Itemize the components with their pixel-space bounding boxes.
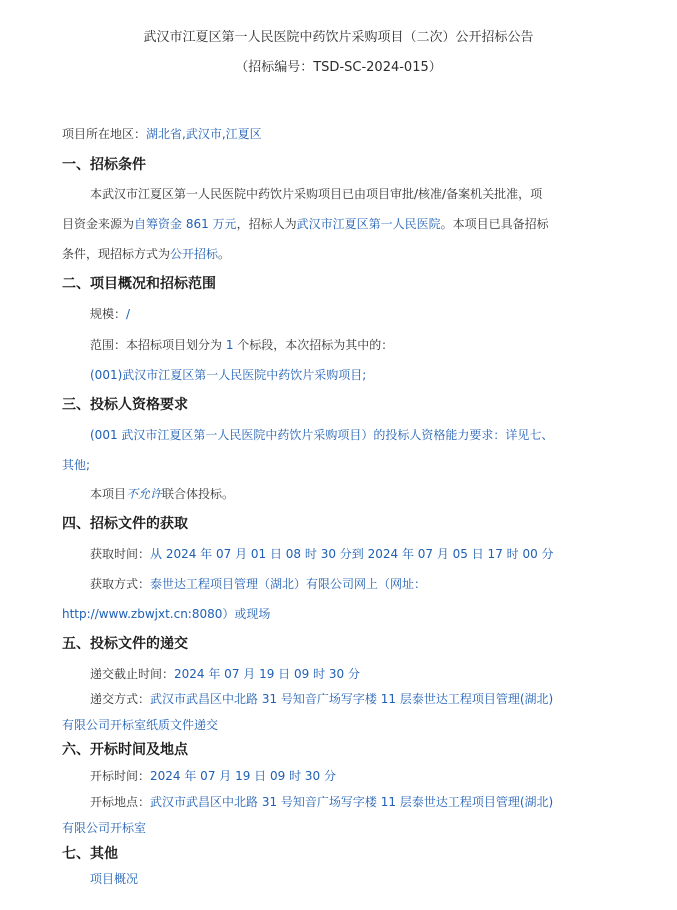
qualification-line-2: 其他; (62, 458, 91, 472)
range-rest: 个标段，本次招标为其中的： (237, 338, 394, 352)
qualification-line-1: (001 武汉市江夏区第一人民医院中药饮片采购项目）的投标人资格能力要求：详见七、 (90, 428, 554, 442)
submit-way-label: 递交方式： (90, 692, 151, 706)
range-label: 范围：本招标项目划分为 (90, 338, 223, 352)
open-time-label: 开标时间： (90, 769, 151, 783)
sec1-line-3 (62, 245, 230, 263)
sec1-line-3-tail: 。 (218, 247, 231, 261)
submit-way-line-1 (90, 690, 553, 708)
open-place-line-1 (90, 793, 553, 811)
scale-line (90, 305, 130, 323)
open-place-label: 开标地点： (90, 795, 151, 809)
open-time-value: 2024 年 07 月 19 日 09 时 30 分 (150, 769, 336, 783)
owner-value: 武汉市江夏区第一人民医院 (296, 217, 441, 231)
section-6-heading: 六、开标时间及地点 (62, 742, 188, 758)
obtain-time-label: 获取时间： (90, 547, 151, 561)
sec1-line-2-tail: 。本项目已具备招标 (440, 217, 549, 231)
region-label: 项目所在地区： (62, 127, 147, 141)
section-1-heading: 一、招标条件 (62, 157, 146, 173)
deadline-value: 2024 年 07 月 19 日 09 时 30 分 (174, 667, 360, 681)
tender-number: （招标编号：TSD-SC-2024-015） (235, 60, 442, 75)
lot-count: 1 (222, 338, 238, 352)
section-4-heading: 四、招标文件的获取 (62, 516, 188, 532)
document-title: 武汉市江夏区第一人民医院中药饮片采购项目（二次）公开招标公告 (143, 30, 534, 45)
open-place-value: 武汉市武昌区中北路 31 号知音广场写字楼 11 层泰世达工程项目管理(湖北) (150, 795, 554, 809)
deadline-line (90, 665, 360, 683)
joint-bid-line (90, 485, 234, 503)
method-value: 公开招标 (170, 247, 219, 261)
section-7-heading: 七、其他 (62, 846, 118, 862)
section-2-heading: 二、项目概况和招标范围 (62, 276, 216, 292)
joint-prefix: 本项目 (90, 487, 127, 501)
obtain-url[interactable]: http://www.zbwjxt.cn:8080）或现场 (62, 607, 271, 621)
obtain-time-value: 从 2024 年 07 月 01 日 08 时 30 分到 2024 年 07 月 05 日 17 时 00 分 (150, 547, 554, 561)
project-region (62, 125, 262, 143)
fund-label: 目资金来源为 (62, 217, 135, 231)
scale-label: 规模： (90, 307, 127, 321)
obtain-method-label: 获取方式： (90, 577, 151, 591)
section-5-heading: 五、投标文件的递交 (62, 636, 188, 652)
scale-value: / (126, 307, 131, 321)
obtain-method-line (90, 575, 426, 593)
submit-way-value: 武汉市武昌区中北路 31 号知音广场写字楼 11 层泰世达工程项目管理(湖北) (150, 692, 554, 706)
obtain-time-line (90, 545, 554, 563)
joint-suffix: 联合体投标。 (162, 487, 235, 501)
fund-value: 自筹资金 861 万元 (134, 217, 237, 231)
range-line (90, 336, 393, 354)
sec1-line-2 (62, 215, 549, 233)
obtain-method-value: 泰世达工程项目管理（湖北）有限公司网上（网址： (150, 577, 427, 591)
section-3-heading: 三、投标人资格要求 (62, 397, 188, 413)
lot-item: (001)武汉市江夏区第一人民医院中药饮片采购项目; (90, 368, 367, 382)
other-item-overview: 项目概况 (90, 872, 139, 886)
open-time-line (90, 767, 336, 785)
deadline-label: 递交截止时间： (90, 667, 175, 681)
open-place-line-2: 有限公司开标室 (62, 821, 147, 835)
method-label: 条件，现招标方式为 (62, 247, 171, 261)
region-value: 湖北省,武汉市,江夏区 (146, 127, 262, 141)
joint-allowed-value: 不允许 (126, 487, 163, 501)
sec1-line-1: 本武汉市江夏区第一人民医院中药饮片采购项目已由项目审批/核准/备案机关批准，项 (90, 187, 543, 201)
owner-label: ，招标人为 (236, 217, 297, 231)
submit-way-line-2: 有限公司开标室纸质文件递交 (62, 718, 219, 732)
